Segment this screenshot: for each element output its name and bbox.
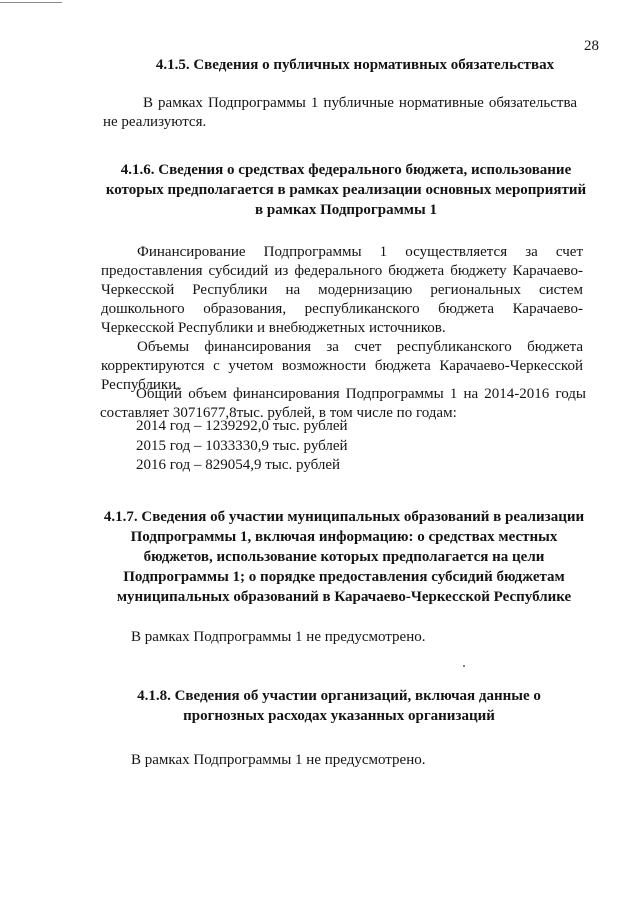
section-4-1-8-paragraph: В рамках Подпрограммы 1 не предусмотрено.: [131, 752, 426, 768]
funding-year-2014: 2014 год – 1239292,0 тыс. рублей: [136, 418, 348, 434]
section-heading-4-1-7: 4.1.7. Сведения об участии муниципальных образований в реализации Подпрограммы 1, включая информацию: о средствах местных бюджетов, использование которых предполагается на цели Подпрограммы 1; о порядке предоставления субсидий бюджетам муниципальных образований в Карачаево-Черкесской Республике: [103, 509, 585, 605]
section-4-1-6-paragraph-1: Финансирование Подпрограммы 1 осуществляется за счет предоставления субсидий из федерального бюджета бюджету Карачаево-Черкесской Республики на модернизацию региональных систем дошкольного образования, республиканского бюджета Карачаево-Черкесской Республики и внебюджетных источников.: [101, 244, 583, 336]
funding-year-2015: 2015 год – 1033330,9 тыс. рублей: [136, 438, 348, 454]
section-heading-4-1-5: 4.1.5. Сведения о публичных нормативных обязательствах: [155, 57, 555, 73]
section-4-1-6-paragraph-2: Объемы финансирования за счет республиканского бюджета корректируются с учетом возможности бюджета Карачаево-Черкесской Республики.: [101, 339, 583, 393]
funding-year-2016: 2016 год – 829054,9 тыс. рублей: [136, 457, 341, 473]
section-4-1-6-paragraph-3: Общий объем финансирования Подпрограммы 1 на 2014-2016 годы составляет 3071677,8тыс. рублей, в том числе по годам:: [100, 386, 586, 421]
section-heading-4-1-6: 4.1.6. Сведения о средствах федерального бюджета, использование которых предполагается в рамках реализации основных мероприятий в рамках Подпрограммы 1: [105, 162, 587, 218]
scan-dot: [463, 665, 465, 667]
section-4-1-5-paragraph: В рамках Подпрограммы 1 публичные нормативные обязательства не реализуются.: [103, 95, 577, 130]
section-4-1-7-paragraph: В рамках Подпрограммы 1 не предусмотрено.: [131, 629, 426, 645]
scan-edge-line: [0, 2, 62, 3]
section-heading-4-1-8: 4.1.8. Сведения об участии организаций, включая данные о прогнозных расходах указанных организаций: [137, 688, 541, 724]
page-number: 28: [584, 38, 599, 54]
